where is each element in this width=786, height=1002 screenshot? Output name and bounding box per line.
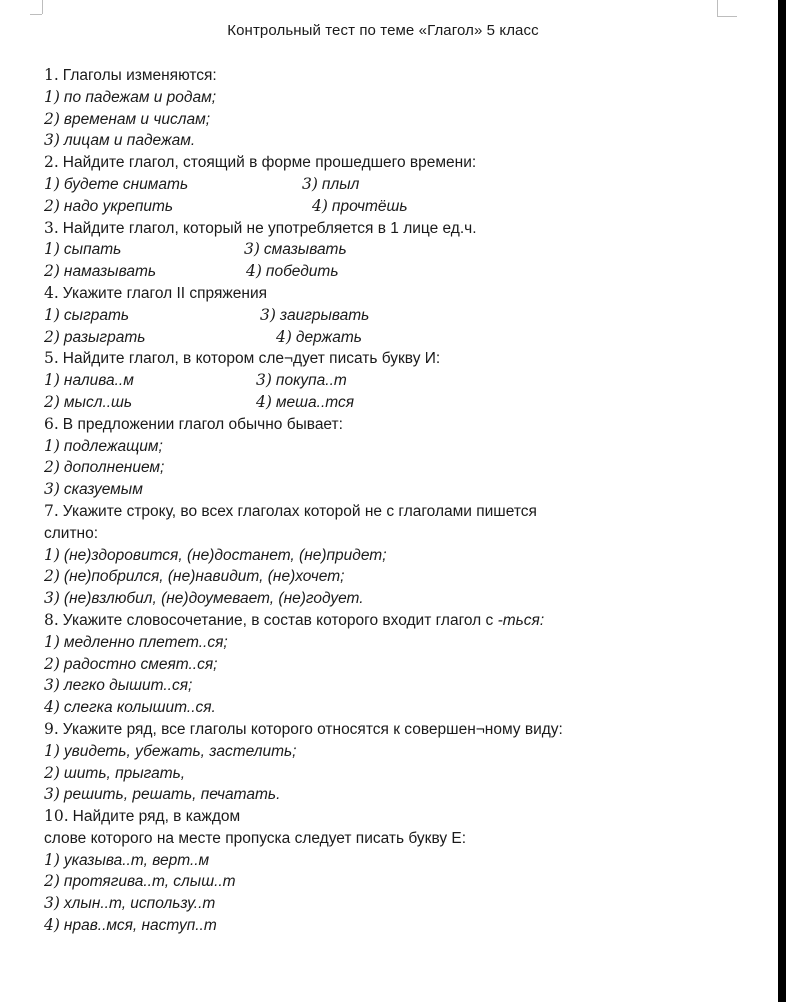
question-text: Найдите глагол, в котором сле¬дует писать букву И:	[62, 350, 441, 368]
option-number: 3)	[44, 589, 60, 608]
question-number: 7.	[44, 501, 59, 520]
option-number: 1)	[44, 87, 60, 106]
option-text: прочтёшь	[331, 197, 408, 215]
option-number: 4)	[44, 916, 60, 935]
question-number: 9.	[44, 719, 59, 738]
option-text: подлежащим;	[63, 437, 163, 455]
answer-option	[44, 850, 744, 872]
test-body	[44, 65, 744, 937]
question-number: 4.	[44, 283, 59, 302]
option-number: 3)	[302, 174, 318, 193]
option-text: протягива..т, слыш..т	[63, 873, 236, 891]
answer-option	[44, 893, 744, 915]
answer-option-pair	[44, 392, 744, 414]
answer-option	[44, 87, 744, 109]
crop-mark-top-left	[30, 14, 42, 15]
option-text: (не)взлюбил, (не)доумевает, (не)годует.	[63, 590, 364, 608]
question-text: Найдите глагол, стоящий в форме прошедшего времени:	[62, 154, 477, 172]
option-text: слегка колышит..ся.	[63, 699, 216, 717]
option-number: 2)	[44, 327, 60, 346]
option-number: 2)	[44, 262, 60, 281]
option-text: легко дышит..ся;	[63, 677, 193, 695]
option-text: дополнением;	[63, 459, 165, 477]
option-number: 2)	[44, 458, 60, 477]
answer-option-pair	[44, 327, 744, 349]
answer-option	[44, 479, 744, 501]
answer-option-pair	[44, 239, 744, 261]
question-text: Укажите словосочетание, в состав которого входит глагол с	[62, 611, 498, 629]
question-9	[44, 719, 744, 741]
answer-option	[44, 545, 744, 567]
option-text: сыпать	[63, 241, 122, 259]
option-number: 3)	[44, 676, 60, 695]
answer-option-pair	[44, 370, 744, 392]
option-number: 3)	[260, 305, 276, 324]
option-text: будете снимать	[63, 175, 189, 193]
option-text: держать	[295, 328, 362, 346]
answer-option-pair	[44, 196, 744, 218]
question-number: 5.	[44, 349, 59, 368]
option-number: 1)	[44, 545, 60, 564]
question-text: В предложении глагол обычно бывает:	[62, 415, 343, 433]
option-number: 2)	[44, 763, 60, 782]
option-text: (не)побрился, (не)навидит, (не)хочет;	[63, 568, 345, 586]
option-number: 4)	[44, 698, 60, 717]
question-text: слитно:	[44, 524, 99, 542]
option-text: решить, решать, печатать.	[63, 786, 281, 804]
option-text: меша..тся	[275, 393, 355, 411]
option-text: надо укрепить	[63, 197, 174, 215]
option-text: медленно плетет..ся;	[63, 633, 228, 651]
crop-mark-top-right	[717, 0, 718, 16]
option-text: радостно смеят..ся;	[63, 655, 218, 673]
question-number: 10.	[44, 807, 69, 826]
question-number: 3.	[44, 218, 59, 237]
option-text: заигрывать	[279, 306, 370, 324]
question-text: Укажите строку, во всех глаголах которой не с глаголами пишется	[62, 502, 537, 520]
option-text: указыва..т, верт..м	[63, 851, 210, 869]
option-text: сыграть	[63, 306, 130, 324]
option-number: 3)	[256, 371, 272, 390]
option-number: 1)	[44, 305, 60, 324]
question-text: слове которого на месте пропуска следует писать букву Е:	[44, 829, 467, 847]
option-text: плыл	[321, 175, 360, 193]
answer-option	[44, 588, 744, 610]
question-1	[44, 65, 744, 87]
option-text: увидеть, убежать, застелить;	[63, 742, 297, 760]
answer-option	[44, 566, 744, 588]
option-number: 1)	[44, 741, 60, 760]
option-text: мысл..шь	[63, 393, 133, 411]
option-number: 2)	[44, 196, 60, 215]
question-number: 6.	[44, 414, 59, 433]
question-3	[44, 218, 744, 240]
question-6	[44, 414, 744, 436]
option-number: 2)	[44, 654, 60, 673]
option-text: временам и числам;	[63, 110, 211, 128]
answer-option	[44, 784, 744, 806]
question-text-emphasis: -ться:	[497, 611, 545, 629]
question-text: Глаголы изменяются:	[62, 67, 217, 84]
option-text: шить, прыгать,	[63, 764, 186, 782]
answer-option	[44, 763, 744, 785]
answer-option	[44, 675, 744, 697]
question-10	[44, 806, 744, 828]
option-text: по падежам и родам;	[63, 88, 217, 106]
question-5	[44, 348, 744, 370]
option-text: нрав..мся, наступ..т	[63, 917, 217, 935]
answer-option	[44, 436, 744, 458]
option-number: 4)	[276, 327, 292, 346]
answer-option	[44, 915, 744, 937]
crop-mark-top-right	[717, 16, 737, 17]
answer-option	[44, 871, 744, 893]
option-number: 2)	[44, 109, 60, 128]
question-number: 2.	[44, 153, 59, 172]
option-number: 2)	[44, 567, 60, 586]
option-number: 1)	[44, 850, 60, 869]
answer-option-pair	[44, 174, 744, 196]
page-title: Контрольный тест по теме «Глагол» 5 класс	[227, 22, 539, 39]
answer-option	[44, 130, 744, 152]
answer-option	[44, 741, 744, 763]
option-number: 3)	[244, 240, 260, 259]
answer-option	[44, 632, 744, 654]
answer-option	[44, 457, 744, 479]
question-text: Найдите ряд, в каждом	[72, 808, 241, 826]
option-text: сказуемым	[63, 481, 143, 499]
option-text: (не)здоровится, (не)достанет, (не)придет;	[63, 546, 387, 564]
question-4	[44, 283, 744, 305]
answer-option-pair	[44, 305, 744, 327]
question-text: Укажите глагол II спряжения	[62, 284, 267, 302]
question-text: Укажите ряд, все глаголы которого относятся к совершен¬ному виду:	[62, 720, 563, 738]
question-text: Найдите глагол, который не употребляется в 1 лице ед.ч.	[62, 219, 477, 237]
option-text: разыграть	[63, 328, 146, 346]
crop-mark-top-left	[42, 0, 43, 14]
option-text: смазывать	[263, 241, 347, 259]
question-7-continued	[44, 523, 744, 545]
page-edge	[778, 0, 786, 1002]
answer-option	[44, 654, 744, 676]
option-number: 4)	[312, 196, 328, 215]
option-number: 1)	[44, 436, 60, 455]
option-text: хлын..т, использу..т	[63, 895, 216, 913]
option-number: 2)	[44, 392, 60, 411]
answer-option-pair	[44, 261, 744, 283]
question-10-continued	[44, 828, 744, 850]
answer-option	[44, 697, 744, 719]
question-8	[44, 610, 744, 632]
option-text: налива..м	[63, 372, 134, 390]
option-text: лицам и падежам.	[63, 132, 196, 150]
option-number: 3)	[44, 131, 60, 150]
answer-option	[44, 109, 744, 131]
option-text: покупа..т	[275, 372, 347, 390]
question-2	[44, 152, 744, 174]
option-text: намазывать	[63, 263, 157, 281]
question-7	[44, 501, 744, 523]
option-number: 1)	[44, 632, 60, 651]
question-number: 1.	[44, 66, 59, 84]
option-number: 4)	[256, 392, 272, 411]
option-number: 1)	[44, 371, 60, 390]
option-number: 4)	[246, 262, 262, 281]
option-number: 2)	[44, 872, 60, 891]
option-number: 1)	[44, 240, 60, 259]
option-text: победить	[265, 263, 339, 281]
option-number: 3)	[44, 785, 60, 804]
option-number: 1)	[44, 174, 60, 193]
option-number: 3)	[44, 894, 60, 913]
option-number: 3)	[44, 480, 60, 499]
question-number: 8.	[44, 610, 59, 629]
